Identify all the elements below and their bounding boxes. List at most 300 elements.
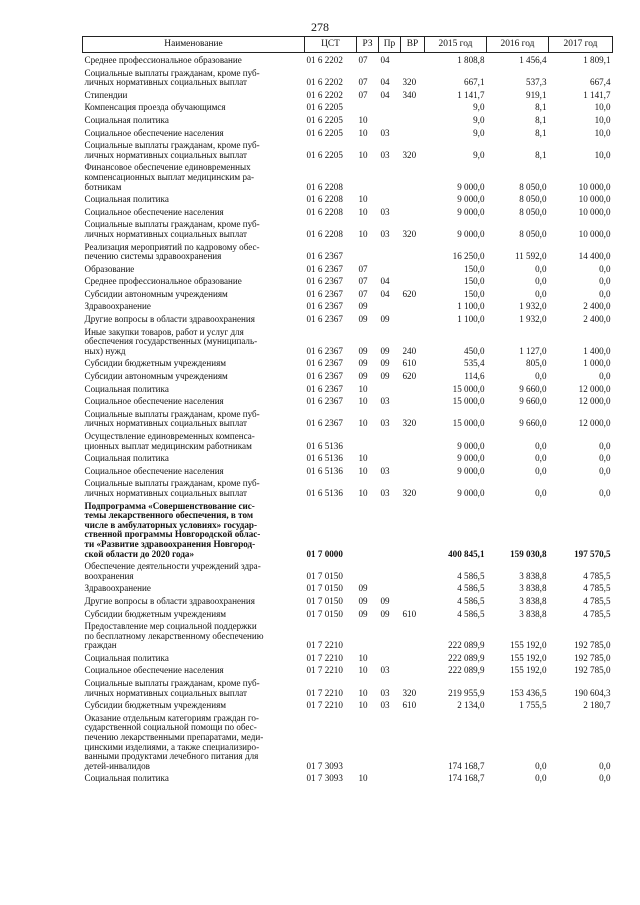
cell-2015: 9,0 — [473, 114, 485, 125]
table-row — [83, 382, 613, 395]
cell-rz: 07 — [358, 263, 368, 274]
row-name-line: Социальная политика — [84, 194, 169, 205]
cell-2016: 9 660,0 — [519, 396, 547, 407]
cell-cst: 01 6 2367 — [306, 396, 343, 407]
row-name-line: Социальные выплаты гражданам, кроме пуб- — [84, 678, 260, 689]
row-name-line: Социальная политика — [84, 114, 169, 125]
table-row — [83, 676, 613, 698]
table-row — [83, 240, 613, 262]
row-name-line: печению системы здравоохранения — [84, 251, 222, 262]
cell-vr — [401, 663, 425, 676]
cell-rz: 09 — [358, 345, 368, 356]
cell-2016: 8 050,0 — [519, 206, 547, 217]
cell-pr: 03 — [380, 687, 390, 698]
table-row — [83, 594, 613, 607]
row-name-line: Социальные выплаты гражданам, кроме пуб- — [84, 408, 260, 419]
cell-pr: 04 — [380, 55, 390, 65]
cell-2015: 4 586,5 — [457, 583, 485, 594]
cell-pr: 04 — [380, 77, 390, 88]
row-name-line: Социальное обеспечение населения — [84, 127, 224, 138]
cell-2016: 9 660,0 — [519, 418, 547, 429]
cell-pr — [379, 160, 401, 192]
header-vr: ВР — [401, 37, 425, 53]
cell-vr — [401, 651, 425, 664]
cell-pr — [379, 240, 401, 262]
row-name-line: числе в амбулаторных условиях» государ- — [84, 519, 258, 530]
cell-2015: 15 000,0 — [452, 418, 485, 429]
row-name-line: сударственной социальной помощи по обес- — [84, 722, 257, 733]
row-name-line: Стипендии — [84, 89, 128, 100]
cell-rz — [357, 240, 379, 262]
cell-2016: 8,1 — [535, 127, 547, 138]
row-name-line: Другие вопросы в области здравоохранения — [84, 314, 255, 325]
table-row — [83, 126, 613, 139]
cell-pr — [379, 651, 401, 664]
row-name-line: Субсидии бюджетным учреждениям — [84, 608, 227, 619]
cell-cst: 01 6 2367 — [306, 383, 343, 394]
cell-2017: 10,0 — [594, 149, 611, 160]
cell-cst: 01 6 2202 — [306, 55, 343, 65]
cell-rz: 09 — [358, 301, 368, 312]
cell-rz: 10 — [358, 773, 368, 784]
cell-2015: 4 586,5 — [457, 570, 485, 581]
row-name-line: Социальная политика — [84, 453, 169, 464]
row-name-line: Социальное обеспечение населения — [84, 206, 224, 217]
table-row — [83, 160, 613, 192]
cell-2015: 9 000,0 — [457, 487, 485, 498]
cell-rz: 10 — [358, 228, 368, 239]
cell-2015: 1 808,8 — [457, 55, 485, 65]
row-name-line: Среднее профессиональное образование — [84, 55, 242, 65]
cell-rz: 10 — [358, 487, 368, 498]
cell-rz — [357, 559, 379, 581]
cell-pr: 03 — [380, 418, 390, 429]
cell-2016: 0,0 — [535, 760, 547, 771]
cell-2017: 1 809,1 — [583, 55, 611, 65]
cell-vr — [401, 394, 425, 407]
row-name-line: цинскими изделиями, а также специализиро- — [84, 741, 260, 752]
cell-2017: 4 785,5 — [583, 583, 611, 594]
cell-2017: 0,0 — [599, 263, 611, 274]
cell-2017: 10 000,0 — [578, 194, 611, 205]
table-row — [83, 88, 613, 101]
cell-2017: 10 000,0 — [578, 228, 611, 239]
page-number: 278 — [311, 20, 329, 34]
cell-pr: 03 — [380, 127, 390, 138]
cell-pr — [379, 100, 401, 113]
cell-pr: 03 — [380, 149, 390, 160]
row-name-line: компенсационных выплат медицинским ра- — [84, 171, 255, 182]
row-name-line: Социальные выплаты гражданам, кроме пуб- — [84, 219, 260, 230]
cell-2015: 9,0 — [473, 149, 485, 160]
cell-2016: 155 192,0 — [510, 640, 547, 651]
cell-vr: 320 — [402, 487, 417, 498]
cell-2016: 8 050,0 — [519, 181, 547, 192]
cell-rz: 10 — [358, 465, 368, 476]
row-name — [83, 312, 305, 325]
cell-2016: 0,0 — [535, 453, 547, 464]
row-name-line: темы лекарственного обеспечения, в том — [84, 510, 254, 521]
cell-2017: 2 400,0 — [583, 301, 611, 312]
cell-vr: 240 — [402, 345, 417, 356]
cell-2016: 1 932,0 — [519, 301, 547, 312]
cell-vr — [401, 205, 425, 218]
cell-pr — [379, 771, 401, 784]
row-name — [83, 138, 305, 160]
cell-pr — [379, 581, 401, 594]
cell-2015: 9 000,0 — [457, 465, 485, 476]
row-name-line: ных) нужд — [84, 345, 126, 356]
cell-cst: 01 7 0000 — [306, 548, 343, 559]
cell-2016: 1 755,5 — [519, 700, 547, 711]
row-name-line: Другие вопросы в области здравоохранения — [84, 595, 255, 606]
row-name-line: ти «Развитие здравоохранения Новгород- — [84, 538, 256, 549]
cell-vr: 340 — [402, 89, 417, 100]
cell-rz: 09 — [358, 358, 368, 369]
row-name — [83, 499, 305, 560]
row-name — [83, 160, 305, 192]
cell-2017: 190 604,3 — [574, 687, 611, 698]
row-name-line: печению лекарственными препаратами, меди- — [84, 732, 264, 743]
cell-cst: 01 6 2367 — [306, 358, 343, 369]
cell-vr: 610 — [402, 700, 417, 711]
cell-2016: 155 192,0 — [510, 652, 547, 663]
row-name-line: Социальная политика — [84, 383, 169, 394]
table-row — [83, 299, 613, 312]
row-name — [83, 274, 305, 287]
cell-cst: 01 6 2367 — [306, 263, 343, 274]
table-row — [83, 663, 613, 676]
cell-cst: 01 7 0150 — [306, 570, 343, 581]
cell-2015: 2 134,0 — [457, 700, 485, 711]
cell-rz: 10 — [358, 418, 368, 429]
cell-2017: 0,0 — [599, 288, 611, 299]
row-name-line: Иные закупки товаров, работ и услуг для — [84, 326, 244, 337]
cell-2016: 3 838,8 — [519, 570, 547, 581]
cell-cst: 01 6 2205 — [306, 102, 343, 113]
table-header-row — [83, 37, 613, 53]
cell-rz — [357, 619, 379, 651]
table-row — [83, 66, 613, 88]
cell-rz: 10 — [358, 127, 368, 138]
cell-pr — [379, 192, 401, 205]
row-name-line: Осуществление единовременных компенса- — [84, 431, 255, 441]
cell-pr: 03 — [380, 465, 390, 476]
cell-cst: 01 7 2210 — [306, 640, 343, 651]
cell-pr: 04 — [380, 288, 390, 299]
row-name — [83, 619, 305, 651]
cell-2016: 3 838,8 — [519, 595, 547, 606]
cell-2015: 400 845,1 — [448, 548, 485, 559]
cell-vr — [401, 499, 425, 560]
row-name-line: Образование — [84, 263, 135, 274]
cell-2016: 1 127,0 — [519, 345, 547, 356]
cell-2017: 12 000,0 — [578, 418, 611, 429]
cell-cst: 01 6 2202 — [306, 89, 343, 100]
table-row — [83, 451, 613, 464]
cell-vr — [401, 594, 425, 607]
cell-rz: 09 — [358, 595, 368, 606]
header-cst: ЦСТ — [305, 37, 357, 53]
cell-rz: 09 — [358, 314, 368, 325]
row-name-line: личных нормативных социальных выплат — [84, 487, 248, 498]
cell-rz: 07 — [358, 89, 368, 100]
cell-2017: 4 785,5 — [583, 570, 611, 581]
cell-vr: 610 — [402, 608, 417, 619]
cell-vr — [401, 53, 425, 66]
row-name — [83, 676, 305, 698]
cell-2017: 10,0 — [594, 127, 611, 138]
table-row — [83, 100, 613, 113]
cell-2015: 4 586,5 — [457, 595, 485, 606]
cell-cst: 01 7 0150 — [306, 583, 343, 594]
cell-cst: 01 6 5136 — [306, 440, 343, 451]
cell-vr: 320 — [402, 228, 417, 239]
cell-cst: 01 6 2367 — [306, 301, 343, 312]
cell-2016: 0,0 — [535, 487, 547, 498]
cell-2016: 919,1 — [526, 89, 547, 100]
row-name-line: Субсидии автономным учреждениям — [84, 288, 228, 299]
row-name — [83, 88, 305, 101]
cell-rz: 10 — [358, 149, 368, 160]
row-name — [83, 299, 305, 312]
cell-2015: 222 089,9 — [448, 665, 485, 676]
cell-rz: 09 — [358, 371, 368, 382]
cell-rz: 10 — [358, 206, 368, 217]
cell-2015: 222 089,9 — [448, 640, 485, 651]
row-name — [83, 192, 305, 205]
row-name-line: Предоставление мер социальной поддержки — [84, 621, 257, 632]
cell-cst: 01 6 2367 — [306, 371, 343, 382]
cell-pr: 09 — [380, 608, 390, 619]
cell-2017: 197 570,5 — [574, 548, 611, 559]
row-name-line: Здравоохранение — [84, 301, 151, 312]
cell-2016: 0,0 — [535, 465, 547, 476]
cell-2015: 150,0 — [464, 263, 485, 274]
cell-pr — [379, 429, 401, 451]
row-name-line: обеспечения государственных (муниципаль- — [84, 336, 258, 347]
table-row — [83, 274, 613, 287]
cell-cst: 01 6 2205 — [306, 127, 343, 138]
cell-pr — [379, 559, 401, 581]
row-name — [83, 287, 305, 300]
cell-2017: 4 785,5 — [583, 608, 611, 619]
table-row — [83, 369, 613, 382]
cell-vr — [401, 559, 425, 581]
cell-2016: 1 932,0 — [519, 314, 547, 325]
row-name-line: Субсидии бюджетным учреждениям — [84, 700, 227, 711]
table-row — [83, 711, 613, 772]
cell-rz — [357, 100, 379, 113]
row-name-line: Среднее профессиональное образование — [84, 276, 242, 287]
table-row — [83, 192, 613, 205]
cell-2016: 0,0 — [535, 371, 547, 382]
cell-cst: 01 6 2367 — [306, 251, 343, 262]
cell-pr — [379, 113, 401, 126]
cell-vr — [401, 274, 425, 287]
cell-rz: 07 — [358, 55, 368, 65]
cell-pr: 03 — [380, 700, 390, 711]
cell-2015: 174 168,7 — [448, 773, 485, 784]
cell-2016: 0,0 — [535, 440, 547, 451]
table-row — [83, 407, 613, 429]
row-name — [83, 262, 305, 275]
cell-2015: 15 000,0 — [452, 383, 485, 394]
cell-2016: 0,0 — [535, 773, 547, 784]
row-name — [83, 711, 305, 772]
row-name-line: Субсидии автономным учреждениям — [84, 371, 228, 382]
table-row — [83, 429, 613, 451]
row-name-line: Субсидии бюджетным учреждениям — [84, 358, 227, 369]
cell-pr: 03 — [380, 206, 390, 217]
cell-2015: 114,6 — [464, 371, 485, 382]
cell-2016: 537,3 — [526, 77, 547, 88]
table-row — [83, 312, 613, 325]
cell-pr: 03 — [380, 396, 390, 407]
cell-2016: 8,1 — [535, 149, 547, 160]
cell-vr: 320 — [402, 149, 417, 160]
cell-pr: 03 — [380, 487, 390, 498]
table-row — [83, 476, 613, 498]
cell-rz — [357, 711, 379, 772]
cell-pr: 09 — [380, 371, 390, 382]
cell-vr — [401, 711, 425, 772]
row-name-line: Финансовое обеспечение единовременных — [84, 162, 251, 173]
row-name — [83, 451, 305, 464]
row-name-line: Социальная политика — [84, 773, 169, 784]
cell-pr: 03 — [380, 665, 390, 676]
cell-cst: 01 7 2210 — [306, 665, 343, 676]
cell-pr — [379, 262, 401, 275]
cell-cst: 01 6 2208 — [306, 206, 343, 217]
cell-2016: 8 050,0 — [519, 194, 547, 205]
cell-pr: 04 — [380, 276, 390, 287]
cell-vr: 610 — [402, 358, 417, 369]
cell-pr: 04 — [380, 89, 390, 100]
row-name-line: личных нормативных социальных выплат — [84, 77, 248, 88]
cell-cst: 01 6 2367 — [306, 276, 343, 287]
cell-2017: 0,0 — [599, 371, 611, 382]
cell-2016: 3 838,8 — [519, 583, 547, 594]
cell-2016: 153 436,5 — [510, 687, 547, 698]
cell-2017: 10,0 — [594, 102, 611, 113]
cell-cst: 01 6 5136 — [306, 465, 343, 476]
row-name — [83, 382, 305, 395]
table-body — [83, 53, 613, 785]
cell-2017: 14 400,0 — [578, 251, 611, 262]
cell-2015: 9 000,0 — [457, 453, 485, 464]
row-name-line: ботникам — [84, 181, 122, 192]
cell-pr — [379, 499, 401, 560]
cell-rz — [357, 499, 379, 560]
table-row — [83, 262, 613, 275]
budget-table — [82, 36, 613, 784]
cell-2016: 159 030,8 — [510, 548, 547, 559]
table-row — [83, 559, 613, 581]
row-name-line: граждан — [84, 640, 117, 651]
cell-2017: 10 000,0 — [578, 206, 611, 217]
cell-2015: 9 000,0 — [457, 440, 485, 451]
cell-rz: 10 — [358, 652, 368, 663]
cell-pr — [379, 382, 401, 395]
cell-2017: 10,0 — [594, 114, 611, 125]
cell-2016: 11 592,0 — [515, 251, 547, 262]
cell-2017: 667,4 — [590, 77, 611, 88]
row-name-line: личных нормативных социальных выплат — [84, 149, 248, 160]
cell-2016: 8,1 — [535, 102, 547, 113]
row-name — [83, 100, 305, 113]
cell-2016: 155 192,0 — [510, 665, 547, 676]
table-row — [83, 464, 613, 477]
cell-2015: 9 000,0 — [457, 206, 485, 217]
row-name — [83, 53, 305, 66]
cell-vr — [401, 100, 425, 113]
row-name-line: личных нормативных социальных выплат — [84, 228, 248, 239]
cell-pr: 09 — [380, 314, 390, 325]
row-name — [83, 581, 305, 594]
cell-2015: 535,4 — [464, 358, 485, 369]
cell-2015: 219 955,9 — [448, 687, 485, 698]
cell-2017: 2 400,0 — [583, 314, 611, 325]
cell-pr — [379, 451, 401, 464]
row-name — [83, 663, 305, 676]
cell-vr — [401, 240, 425, 262]
cell-2017: 12 000,0 — [578, 383, 611, 394]
table-row — [83, 356, 613, 369]
cell-vr — [401, 312, 425, 325]
row-name — [83, 240, 305, 262]
row-name — [83, 607, 305, 620]
row-name-line: Социальное обеспечение населения — [84, 665, 224, 676]
cell-2015: 9,0 — [473, 102, 485, 113]
cell-vr — [401, 262, 425, 275]
cell-pr — [379, 299, 401, 312]
header-name: Наименование — [83, 37, 305, 53]
cell-2015: 9,0 — [473, 127, 485, 138]
cell-rz — [357, 429, 379, 451]
row-name — [83, 126, 305, 139]
cell-2015: 4 586,5 — [457, 608, 485, 619]
cell-2017: 0,0 — [599, 465, 611, 476]
row-name-line: по бесплатному лекарственному обеспечению — [84, 630, 264, 641]
row-name — [83, 594, 305, 607]
cell-2015: 667,1 — [464, 77, 485, 88]
cell-2017: 4 785,5 — [583, 595, 611, 606]
cell-2017: 0,0 — [599, 276, 611, 287]
cell-2017: 12 000,0 — [578, 396, 611, 407]
cell-2017: 0,0 — [599, 487, 611, 498]
cell-2016: 1 456,4 — [519, 55, 547, 65]
row-name — [83, 325, 305, 357]
cell-pr: 09 — [380, 595, 390, 606]
table-row — [83, 698, 613, 711]
table-row — [83, 394, 613, 407]
cell-pr: 09 — [380, 345, 390, 356]
table-row — [83, 53, 613, 66]
cell-cst: 01 6 2208 — [306, 228, 343, 239]
row-name-line: Социальное обеспечение населения — [84, 396, 224, 407]
header-rz: РЗ — [357, 37, 379, 53]
row-name — [83, 113, 305, 126]
cell-vr — [401, 113, 425, 126]
cell-rz: 07 — [358, 77, 368, 88]
row-name-line: Реализация мероприятий по кадровому обес- — [84, 241, 260, 252]
cell-vr: 620 — [402, 288, 417, 299]
table-row — [83, 287, 613, 300]
table-row — [83, 619, 613, 651]
cell-2016: 3 838,8 — [519, 608, 547, 619]
cell-vr — [401, 299, 425, 312]
